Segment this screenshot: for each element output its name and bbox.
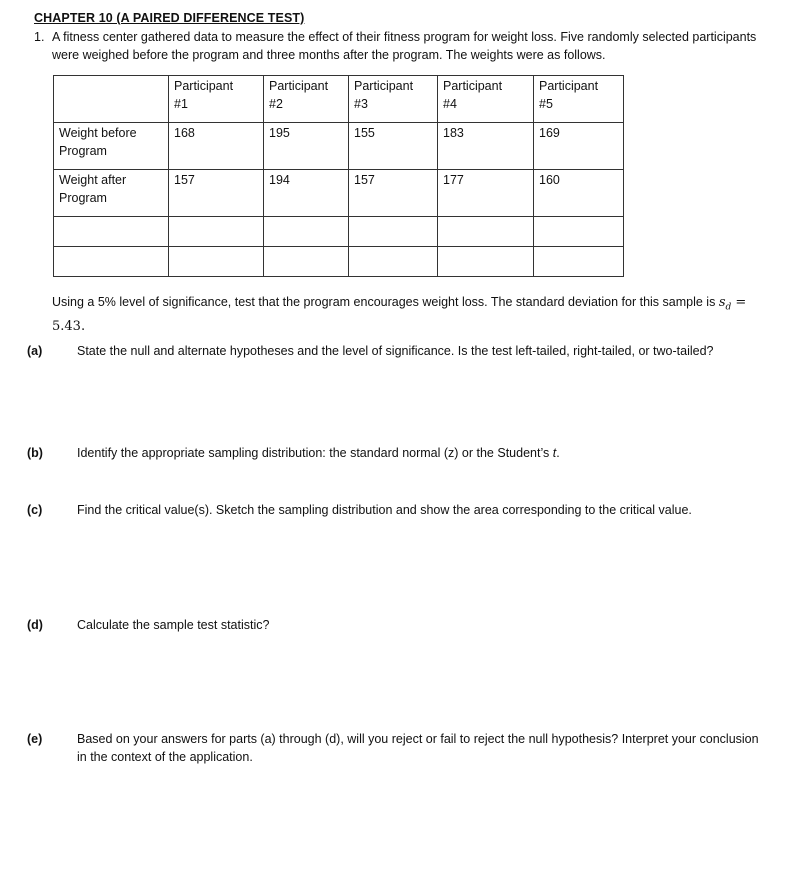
table-empty-cell: [54, 217, 169, 247]
table-empty-row: [54, 247, 624, 277]
table-empty-cell: [169, 247, 264, 277]
part-text: Identify the appropriate sampling distribution: the standard normal (z) or the Student’s: [77, 446, 553, 460]
part-text: Based on your answers for parts (a) through (d), will you reject or fail to reject the null hypothesis? Interpret your conclusion in the context of the application.: [77, 732, 759, 764]
table-empty-cell: [169, 217, 264, 247]
table-cell: 194: [264, 170, 349, 217]
table-empty-row: [54, 217, 624, 247]
table-header-cell: Participant #3: [349, 76, 438, 123]
question-intro: A fitness center gathered data to measure the effect of their fitness program for weight loss. Five randomly selected participants were weighed before the program and three months after the program. The weights were as follows.: [52, 30, 757, 62]
table-cell: 160: [534, 170, 624, 217]
table-header-cell: [54, 76, 169, 123]
part-label: (b): [27, 446, 43, 460]
part-b: (b) Identify the appropriate sampling distribution: the standard normal (z) or the Student’s t.: [27, 446, 560, 460]
weights-table: [53, 75, 624, 277]
chapter-title: CHAPTER 10 (A PAIRED DIFFERENCE TEST): [34, 11, 305, 25]
part-c: [27, 501, 762, 519]
table-empty-cell: [534, 217, 624, 247]
table-cell: 157: [169, 170, 264, 217]
table-row: [54, 170, 624, 217]
significance-prompt: Using a 5% level of significance, test that the program encourages weight loss. The standard deviation for this sample is $s_d = 5.43$.: [52, 295, 747, 334]
table-empty-cell: [349, 247, 438, 277]
part-label: (e): [27, 732, 43, 746]
table-empty-cell: [438, 217, 534, 247]
part-text: Calculate the sample test statistic?: [77, 618, 270, 632]
table-row: [54, 123, 624, 170]
part-label: (d): [27, 618, 43, 632]
part-label: (a): [27, 344, 43, 358]
table-cell: 168: [169, 123, 264, 170]
table-empty-cell: [534, 247, 624, 277]
table-empty-cell: [264, 217, 349, 247]
part-a: [27, 342, 762, 360]
question-number: 1.: [34, 30, 45, 44]
table-cell: 195: [264, 123, 349, 170]
table-empty-cell: [438, 247, 534, 277]
table-cell: 169: [534, 123, 624, 170]
table-header-row: [54, 76, 624, 123]
part-text: Find the critical value(s). Sketch the sampling distribution and show the area corresponding to the critical value.: [77, 503, 692, 517]
table-header-cell: Participant #1: [169, 76, 264, 123]
row-label: Weight after Program: [54, 170, 169, 217]
table-cell: 157: [349, 170, 438, 217]
table-header-cell: Participant #2: [264, 76, 349, 123]
row-label: Weight before Program: [54, 123, 169, 170]
table-cell: 155: [349, 123, 438, 170]
table-empty-cell: [264, 247, 349, 277]
part-label: (c): [27, 503, 43, 517]
part-e: [27, 730, 762, 766]
table-empty-cell: [349, 217, 438, 247]
part-text: State the null and alternate hypotheses and the level of significance. Is the test left-tailed, right-tailed, or two-tailed?: [77, 344, 714, 358]
table-header-cell: Participant #4: [438, 76, 534, 123]
table-cell: 183: [438, 123, 534, 170]
table-cell: 177: [438, 170, 534, 217]
table-header-cell: Participant #5: [534, 76, 624, 123]
table-empty-cell: [54, 247, 169, 277]
sd-formula: $s_d = 5.43$.: [52, 295, 747, 334]
part-d: [27, 616, 762, 634]
